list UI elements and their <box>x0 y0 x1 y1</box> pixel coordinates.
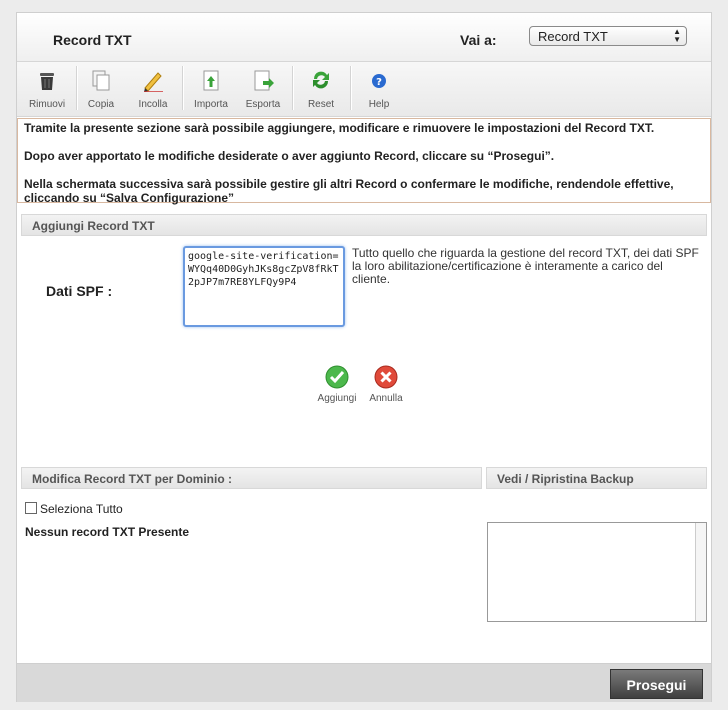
spf-note: Tutto quello che riguarda la gestione del record TXT, dei dati SPF la loro abilitazione/certificazione è interamente a carico del cliente. <box>352 246 699 286</box>
info-box <box>17 118 711 203</box>
select-all-label: Seleziona Tutto <box>40 502 123 516</box>
copy-icon <box>89 68 113 92</box>
paste-button[interactable] <box>127 68 179 114</box>
export-label: Esporta <box>245 99 281 110</box>
check-icon <box>325 365 349 389</box>
import-button[interactable] <box>185 68 237 114</box>
toolbar <box>17 62 711 117</box>
checkbox-icon <box>25 502 37 514</box>
modify-section-header: Modifica Record TXT per Dominio : <box>21 467 482 489</box>
remove-button[interactable] <box>21 68 73 114</box>
copy-button[interactable] <box>75 68 127 114</box>
backup-list-scrollbar[interactable] <box>695 523 706 621</box>
goto-select[interactable] <box>529 26 687 46</box>
remove-label: Rimuovi <box>28 99 66 110</box>
help-icon <box>367 68 391 92</box>
add-button[interactable] <box>313 365 361 404</box>
paste-icon <box>141 68 165 92</box>
reset-label: Reset <box>307 99 335 110</box>
proceed-button[interactable]: Prosegui <box>610 669 703 699</box>
info-line: Tramite la presente sezione sarà possibile aggiungere, modificare e rimuovere le impostazioni del Record TXT. <box>24 121 655 135</box>
backup-section-header: Vedi / Ripristina Backup <box>486 467 707 489</box>
toolbar-divider <box>182 66 184 110</box>
toolbar-divider <box>292 66 294 110</box>
goto-label: Vai a: <box>460 32 497 48</box>
goto-selected-value: Record TXT <box>538 29 608 44</box>
backup-list[interactable] <box>487 522 707 622</box>
add-section-header: Aggiungi Record TXT <box>21 214 707 236</box>
info-line: Dopo aver apportato le modifiche desiderate o aver aggiunto Record, cliccare su “Prosegui”. <box>24 149 555 163</box>
page-title: Record TXT <box>53 32 132 48</box>
svg-text:?: ? <box>376 77 382 88</box>
cancel-button[interactable] <box>362 365 410 404</box>
cancel-icon <box>374 365 398 389</box>
export-button[interactable] <box>237 68 289 114</box>
help-label: Help <box>368 99 390 110</box>
toolbar-divider <box>350 66 352 110</box>
paste-label: Incolla <box>138 99 168 110</box>
spf-textarea[interactable]: google-site-verification=WYQq40D0GyhJKs8gcZpV8fRkT2pJP7m7RE8YLFQy9P4 <box>183 246 345 327</box>
help-button[interactable] <box>353 68 405 114</box>
select-arrows-icon: ▲ ▼ <box>673 27 681 44</box>
reset-button[interactable] <box>295 68 347 114</box>
cancel-label: Annulla <box>369 393 403 404</box>
info-line: Nella schermata successiva sarà possibile gestire gli altri Record o confermare le modifiche, rendendole effettive, cliccando su “Salva Configurazione” <box>24 177 674 205</box>
export-icon <box>251 68 275 92</box>
footer <box>17 663 711 702</box>
no-records-message: Nessun record TXT Presente <box>25 525 190 539</box>
trash-icon <box>35 68 59 92</box>
copy-label: Copia <box>87 99 115 110</box>
import-label: Importa <box>194 99 228 110</box>
refresh-icon <box>309 68 333 92</box>
import-icon <box>199 68 223 92</box>
spf-label: Dati SPF : <box>46 283 113 299</box>
header <box>17 13 711 62</box>
select-all-checkbox[interactable] <box>25 502 123 516</box>
add-label: Aggiungi <box>317 393 357 404</box>
main-panel <box>16 12 712 702</box>
